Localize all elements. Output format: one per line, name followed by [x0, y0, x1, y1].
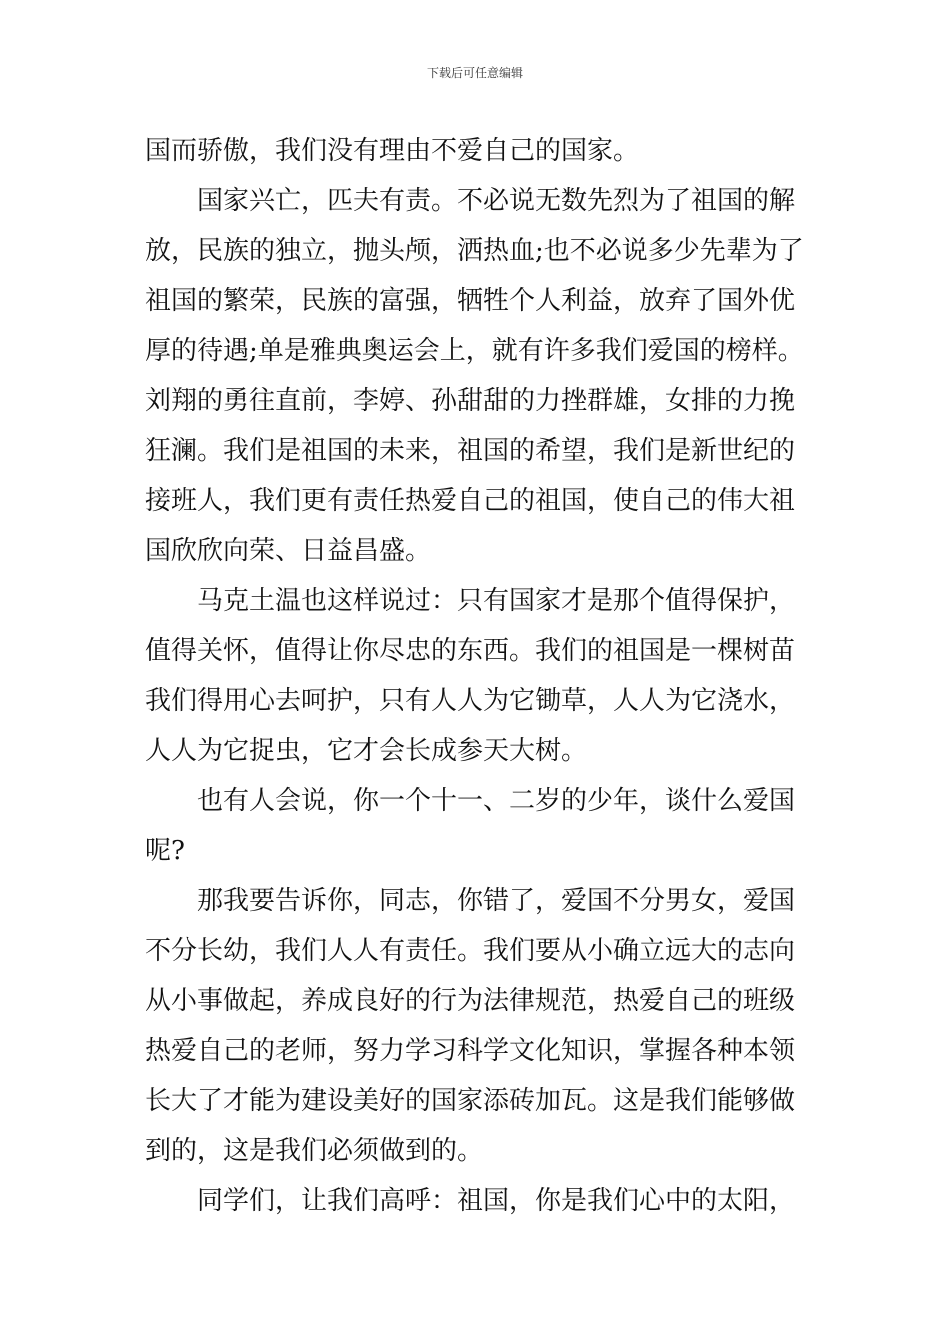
- text-line: 热爱自己的老师，努力学习科学文化知识，掌握各种本领: [145, 1036, 796, 1066]
- page-header: 下载后可任意编辑: [426, 66, 523, 80]
- text-line: 狂澜。我们是祖国的未来，祖国的希望，我们是新世纪的: [145, 436, 796, 466]
- text-line: 不分长幼，我们人人有责任。我们要从小确立远大的志向: [145, 936, 796, 966]
- text-line: 放，民族的独立，抛头颅，洒热血;也不必说多少先辈为了: [145, 236, 804, 266]
- text-line: 呢?: [145, 836, 185, 866]
- text-line: 我们得用心去呵护，只有人人为它锄草，人人为它浇水，: [145, 686, 796, 716]
- text-line: 祖国的繁荣，民族的富强，牺牲个人利益，放弃了国外优: [145, 286, 796, 316]
- text-line: 也有人会说，你一个十一、二岁的少年，谈什么爱国: [197, 786, 796, 816]
- text-line: 人人为它捉虫，它才会长成参天大树。: [145, 736, 588, 766]
- text-line: 马克土温也这样说过：只有国家才是那个值得保护，: [197, 586, 796, 616]
- text-line: 国家兴亡，匹夫有责。不必说无数先烈为了祖国的解: [197, 186, 796, 216]
- text-line: 同学们，让我们高呼：祖国，你是我们心中的太阳，: [197, 1186, 796, 1216]
- text-line: 那我要告诉你，同志，你错了，爱国不分男女，爱国: [197, 886, 796, 916]
- text-line: 厚的待遇;单是雅典奥运会上，就有许多我们爱国的榜样。: [145, 336, 804, 366]
- text-line: 长大了才能为建设美好的国家添砖加瓦。这是我们能够做: [145, 1086, 796, 1116]
- text-line: 值得关怀，值得让你尽忠的东西。我们的祖国是一棵树苗: [145, 636, 796, 666]
- text-line: 从小事做起，养成良好的行为法律规范，热爱自己的班级: [145, 986, 796, 1016]
- text-line: 刘翔的勇往直前，李婷、孙甜甜的力挫群雄，女排的力挽: [145, 386, 796, 416]
- body-text: [145, 126, 807, 1226]
- text-line: 国而骄傲，我们没有理由不爱自己的国家。: [145, 136, 640, 166]
- text-line: 国欣欣向荣、日益昌盛。: [145, 536, 432, 566]
- text-line: 接班人，我们更有责任热爱自己的祖国，使自己的伟大祖: [145, 486, 796, 516]
- text-line: 到的，这是我们必须做到的。: [145, 1136, 484, 1166]
